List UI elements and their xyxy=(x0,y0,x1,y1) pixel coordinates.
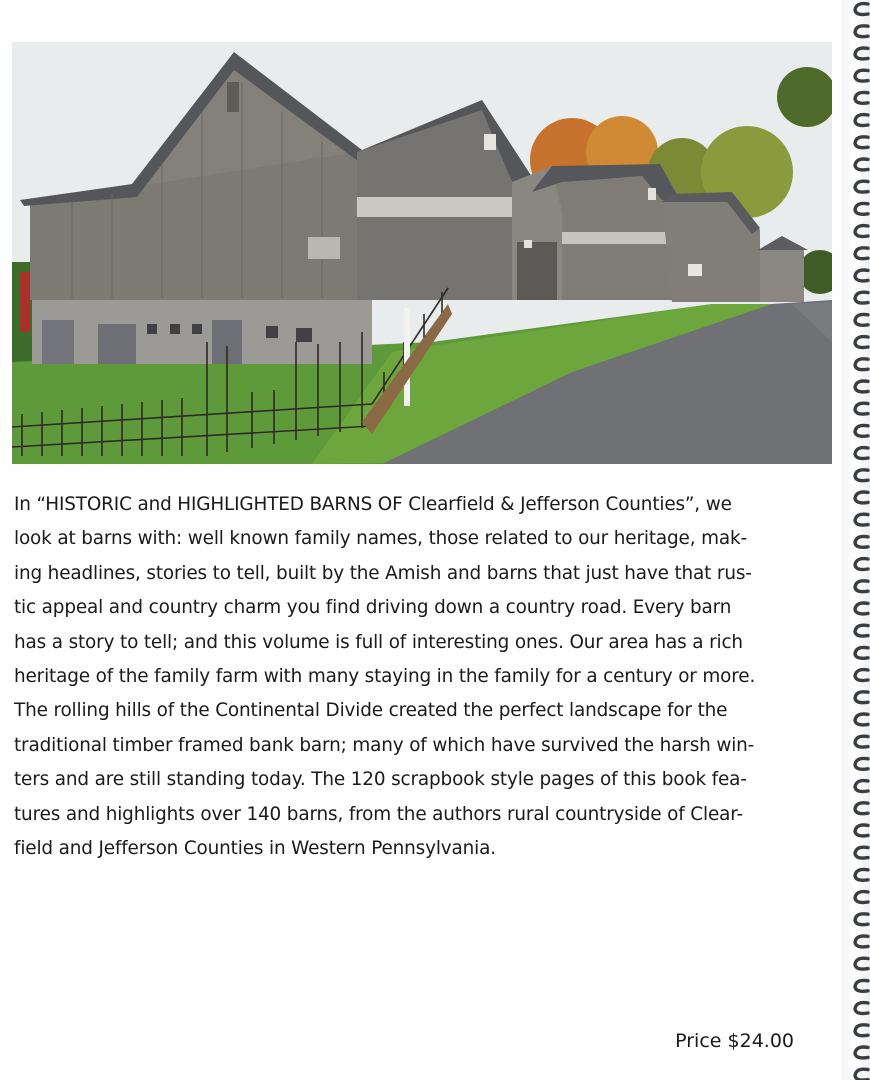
coil-loop xyxy=(855,892,868,903)
coil-loop xyxy=(855,514,868,525)
description-line: traditional timber framed bank barn; many of which have survived the harsh win- xyxy=(14,734,755,756)
description-line: heritage of the family farm with many staying in the family for a century or more. xyxy=(14,666,756,688)
coil-loop xyxy=(855,26,868,37)
coil-loop xyxy=(855,714,868,725)
coil-loop xyxy=(855,226,868,237)
coil-loop xyxy=(855,1025,868,1036)
description-line: has a story to tell; and this volume is full of interesting ones. Our area has a rich xyxy=(14,631,743,653)
coil-loop xyxy=(855,869,868,880)
description-line: look at barns with: well known family names, those related to our heritage, mak- xyxy=(14,528,747,550)
coil-loop xyxy=(855,4,868,15)
coil-loop xyxy=(855,448,868,459)
description-line: ters and are still standing today. The 120 scrapbook style pages of this book fea- xyxy=(14,769,747,791)
coil-loop xyxy=(855,1047,868,1058)
coil-loop xyxy=(855,1069,868,1080)
coil-loop xyxy=(855,736,868,747)
coil-loop xyxy=(855,847,868,858)
coil-loop xyxy=(855,603,868,614)
description-line: ing headlines, stories to tell, built by the Amish and barns that just have that rus- xyxy=(14,562,752,584)
spiral-binding-icon xyxy=(842,0,870,1080)
coil-loop xyxy=(855,781,868,792)
book-description xyxy=(14,488,814,866)
coil-loop xyxy=(855,825,868,836)
description-line: tic appeal and country charm you find driving down a country road. Every barn xyxy=(14,597,732,619)
coil-loop xyxy=(855,958,868,969)
coil-loop xyxy=(855,980,868,991)
coil-loop xyxy=(855,359,868,370)
coil-loop xyxy=(855,647,868,658)
coil-loop xyxy=(855,536,868,547)
coil-loop xyxy=(855,692,868,703)
coil-loop xyxy=(855,137,868,148)
coil-loop xyxy=(855,70,868,81)
coil-loop xyxy=(855,92,868,103)
coil-loop xyxy=(855,914,868,925)
barn-photo xyxy=(12,42,832,464)
coil-loop xyxy=(855,314,868,325)
coil-loop xyxy=(855,337,868,348)
coil-loop xyxy=(855,48,868,59)
description-line: The rolling hills of the Continental Divide created the perfect landscape for the xyxy=(14,700,728,722)
description-line: field and Jefferson Counties in Western Pennsylvania. xyxy=(14,838,496,860)
coil-loop xyxy=(855,270,868,281)
coil-loop xyxy=(855,181,868,192)
coil-loop xyxy=(855,625,868,636)
coil-loop xyxy=(855,115,868,126)
coil-loop xyxy=(855,758,868,769)
coil-loop xyxy=(855,803,868,814)
coil-loop xyxy=(855,203,868,214)
coil-loop xyxy=(855,670,868,681)
coil-loop xyxy=(855,292,868,303)
description-line: tures and highlights over 140 barns, from the authors rural countryside of Clear- xyxy=(14,803,743,825)
coil-loop xyxy=(855,159,868,170)
coil-loop xyxy=(855,492,868,503)
coil-loop xyxy=(855,248,868,259)
spiral-binding-graphic xyxy=(842,0,870,1080)
coil-loop xyxy=(855,381,868,392)
barn-photo-graphic xyxy=(12,42,832,464)
coil-loop xyxy=(855,425,868,436)
coil-loop xyxy=(855,936,868,947)
coil-loop xyxy=(855,559,868,570)
coil-loop xyxy=(855,403,868,414)
coil-loop xyxy=(855,581,868,592)
description-line: In “HISTORIC and HIGHLIGHTED BARNS OF Clearfield & Jefferson Counties”, we xyxy=(14,494,732,515)
price-label: Price $24.00 xyxy=(675,1030,794,1052)
coil-loop xyxy=(855,1003,868,1014)
coil-loop xyxy=(855,470,868,481)
